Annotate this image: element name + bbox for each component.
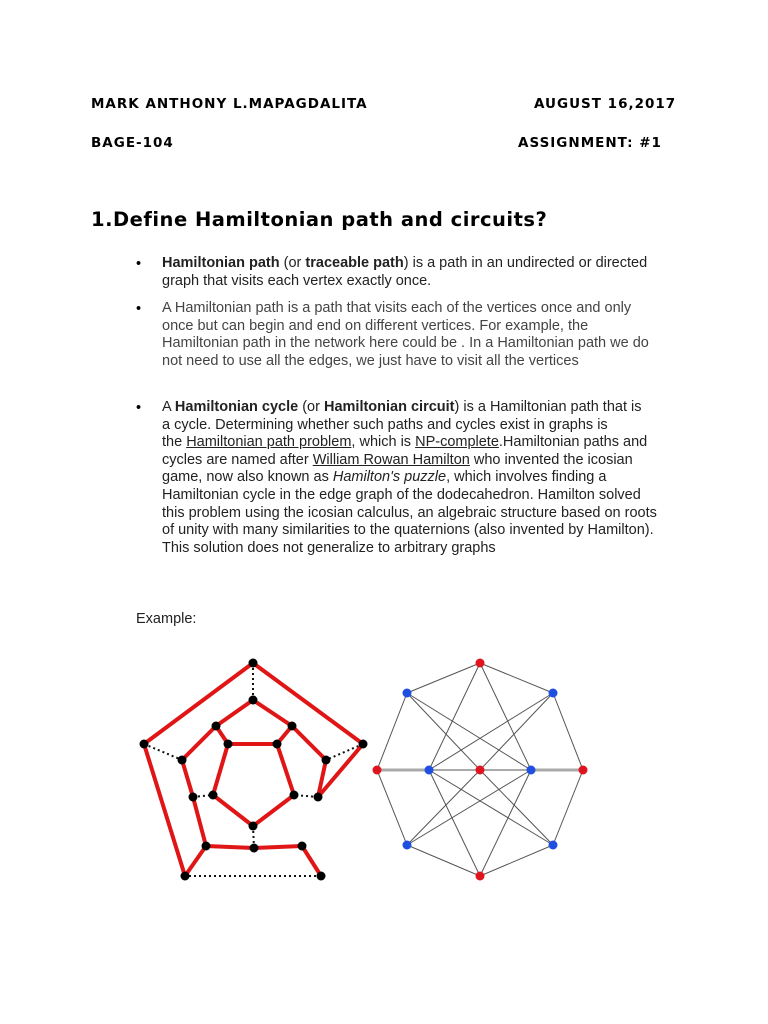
term-hamiltons-puzzle: Hamilton's puzzle [332,469,447,486]
cycle-edge [253,700,292,726]
cycle-edge [254,846,302,848]
octagon-graph [373,659,588,881]
bullet-icon: • [136,256,142,272]
graph-vertex [476,659,485,668]
graph-vertex [189,793,198,802]
text-span: , which involves finding a [446,469,607,486]
graph-edge [553,693,583,770]
graph-edge [407,845,480,876]
graph-vertex [579,766,588,775]
graph-edge [407,663,480,693]
graph-vertex [476,766,485,775]
graph-vertex [273,740,282,749]
course-code: BAGE-104 [91,135,174,151]
graph-edge [377,770,407,845]
term-traceable-path: traceable path [305,255,404,271]
text-line: This solution does not generalize to arbitrary graphs [162,539,496,556]
text-span: (or [279,255,306,271]
text-span: A [162,399,175,415]
text-line: Hamiltonian cycle in the edge graph of the dodecahedron. Hamilton solved [162,486,641,503]
graph-vertex [202,842,211,851]
text-span: cycles are named after [162,451,313,468]
text-line: this problem using the icosian calculus, an algebraic structure based on roots [162,504,657,521]
cycle-edge [292,726,326,760]
graph-vertex [373,766,382,775]
term-hamiltonian-cycle: Hamiltonian cycle [174,399,299,415]
text-span: (or [298,399,324,415]
graph-vertex [403,689,412,698]
cycle-edge [144,744,185,876]
text-line: of unity with many similarities to the quaternions (also invented by Hamilton). [162,522,654,539]
graph-vertex [403,841,412,850]
graph-vertex [209,791,218,800]
cycle-edge [277,744,294,795]
text-line: A Hamiltonian path is a path that visits each of the vertices once and only [162,300,632,316]
text-line: not need to use all the edges, we just have to visit all the vertices [162,352,579,369]
cycle-edge [213,744,228,795]
graph-vertex [549,689,558,698]
cycle-edge [144,663,253,744]
graph-vertex [359,740,368,749]
cycle-edge [253,663,363,744]
cycle-edge [302,846,321,876]
cycle-edge [206,846,254,848]
text-span: ) is a path in an undirected or directed [403,255,648,271]
text-line: a cycle. Determining whether such paths and cycles exist in graphs is [162,416,608,433]
graph-vertex [212,722,221,731]
cycle-edge [213,795,253,826]
example-label: Example: [136,611,197,627]
graph-vertex [224,740,233,749]
question-title: 1.Define Hamiltonian path and circuits? [91,208,548,231]
dodecahedron-graph [140,659,368,881]
graph-vertex [249,659,258,668]
graph-vertex [249,696,258,705]
assignment-number: ASSIGNMENT: #1 [518,135,662,151]
graph-vertex [476,872,485,881]
graph-vertex [290,791,299,800]
text-line: Hamiltonian path in the network here could be . In a Hamiltonian path we do [162,335,649,352]
bullet-icon: • [136,400,142,416]
cycle-edge [193,797,206,846]
date: AUGUST 16,2017 [534,96,677,112]
author-name: MARK ANTHONY L.MAPAGDALITA [91,96,368,112]
text-span: .Hamiltonian paths and [498,434,648,451]
text-span: the [162,434,187,451]
graph-edge [480,663,553,693]
cycle-edge [182,726,216,760]
graph-vertex [140,740,149,749]
graph-edge [553,770,583,845]
text-span: graph that visits each vertex exactly once. [162,272,432,289]
bullet-icon: • [136,301,142,317]
graph-vertex [249,822,258,831]
graph-vertex [425,766,434,775]
graph-vertex [178,756,187,765]
cycle-edge [182,760,193,797]
cycle-edge [253,795,294,826]
graph-vertex [288,722,297,731]
graph-vertex [250,844,259,853]
graph-vertex [322,756,331,765]
text-span: who invented the icosian [469,451,633,468]
graph-vertex [549,841,558,850]
text-span: , which is [351,434,416,451]
text-span: ) is a Hamiltonian path that is [454,399,642,415]
graph-vertex [317,872,326,881]
graph-vertex [314,793,323,802]
graph-vertex [527,766,536,775]
link-np-complete[interactable]: NP-complete [415,434,499,451]
term-hamiltonian-path: Hamiltonian path [162,255,280,271]
cycle-edge [216,700,253,726]
graph-edge [377,693,407,770]
link-william-rowan-hamilton[interactable]: William Rowan Hamilton [312,451,470,468]
text-span: game, now also known as [162,469,333,486]
text-line: once but can begin and end on different vertices. For example, the [162,317,589,334]
graph-edge [480,845,553,876]
cycle-edge [185,846,206,876]
graph-vertex [298,842,307,851]
term-hamiltonian-circuit: Hamiltonian circuit [323,399,455,415]
link-hamiltonian-path-problem[interactable]: Hamiltonian path problem [186,434,352,451]
graph-vertex [181,872,190,881]
